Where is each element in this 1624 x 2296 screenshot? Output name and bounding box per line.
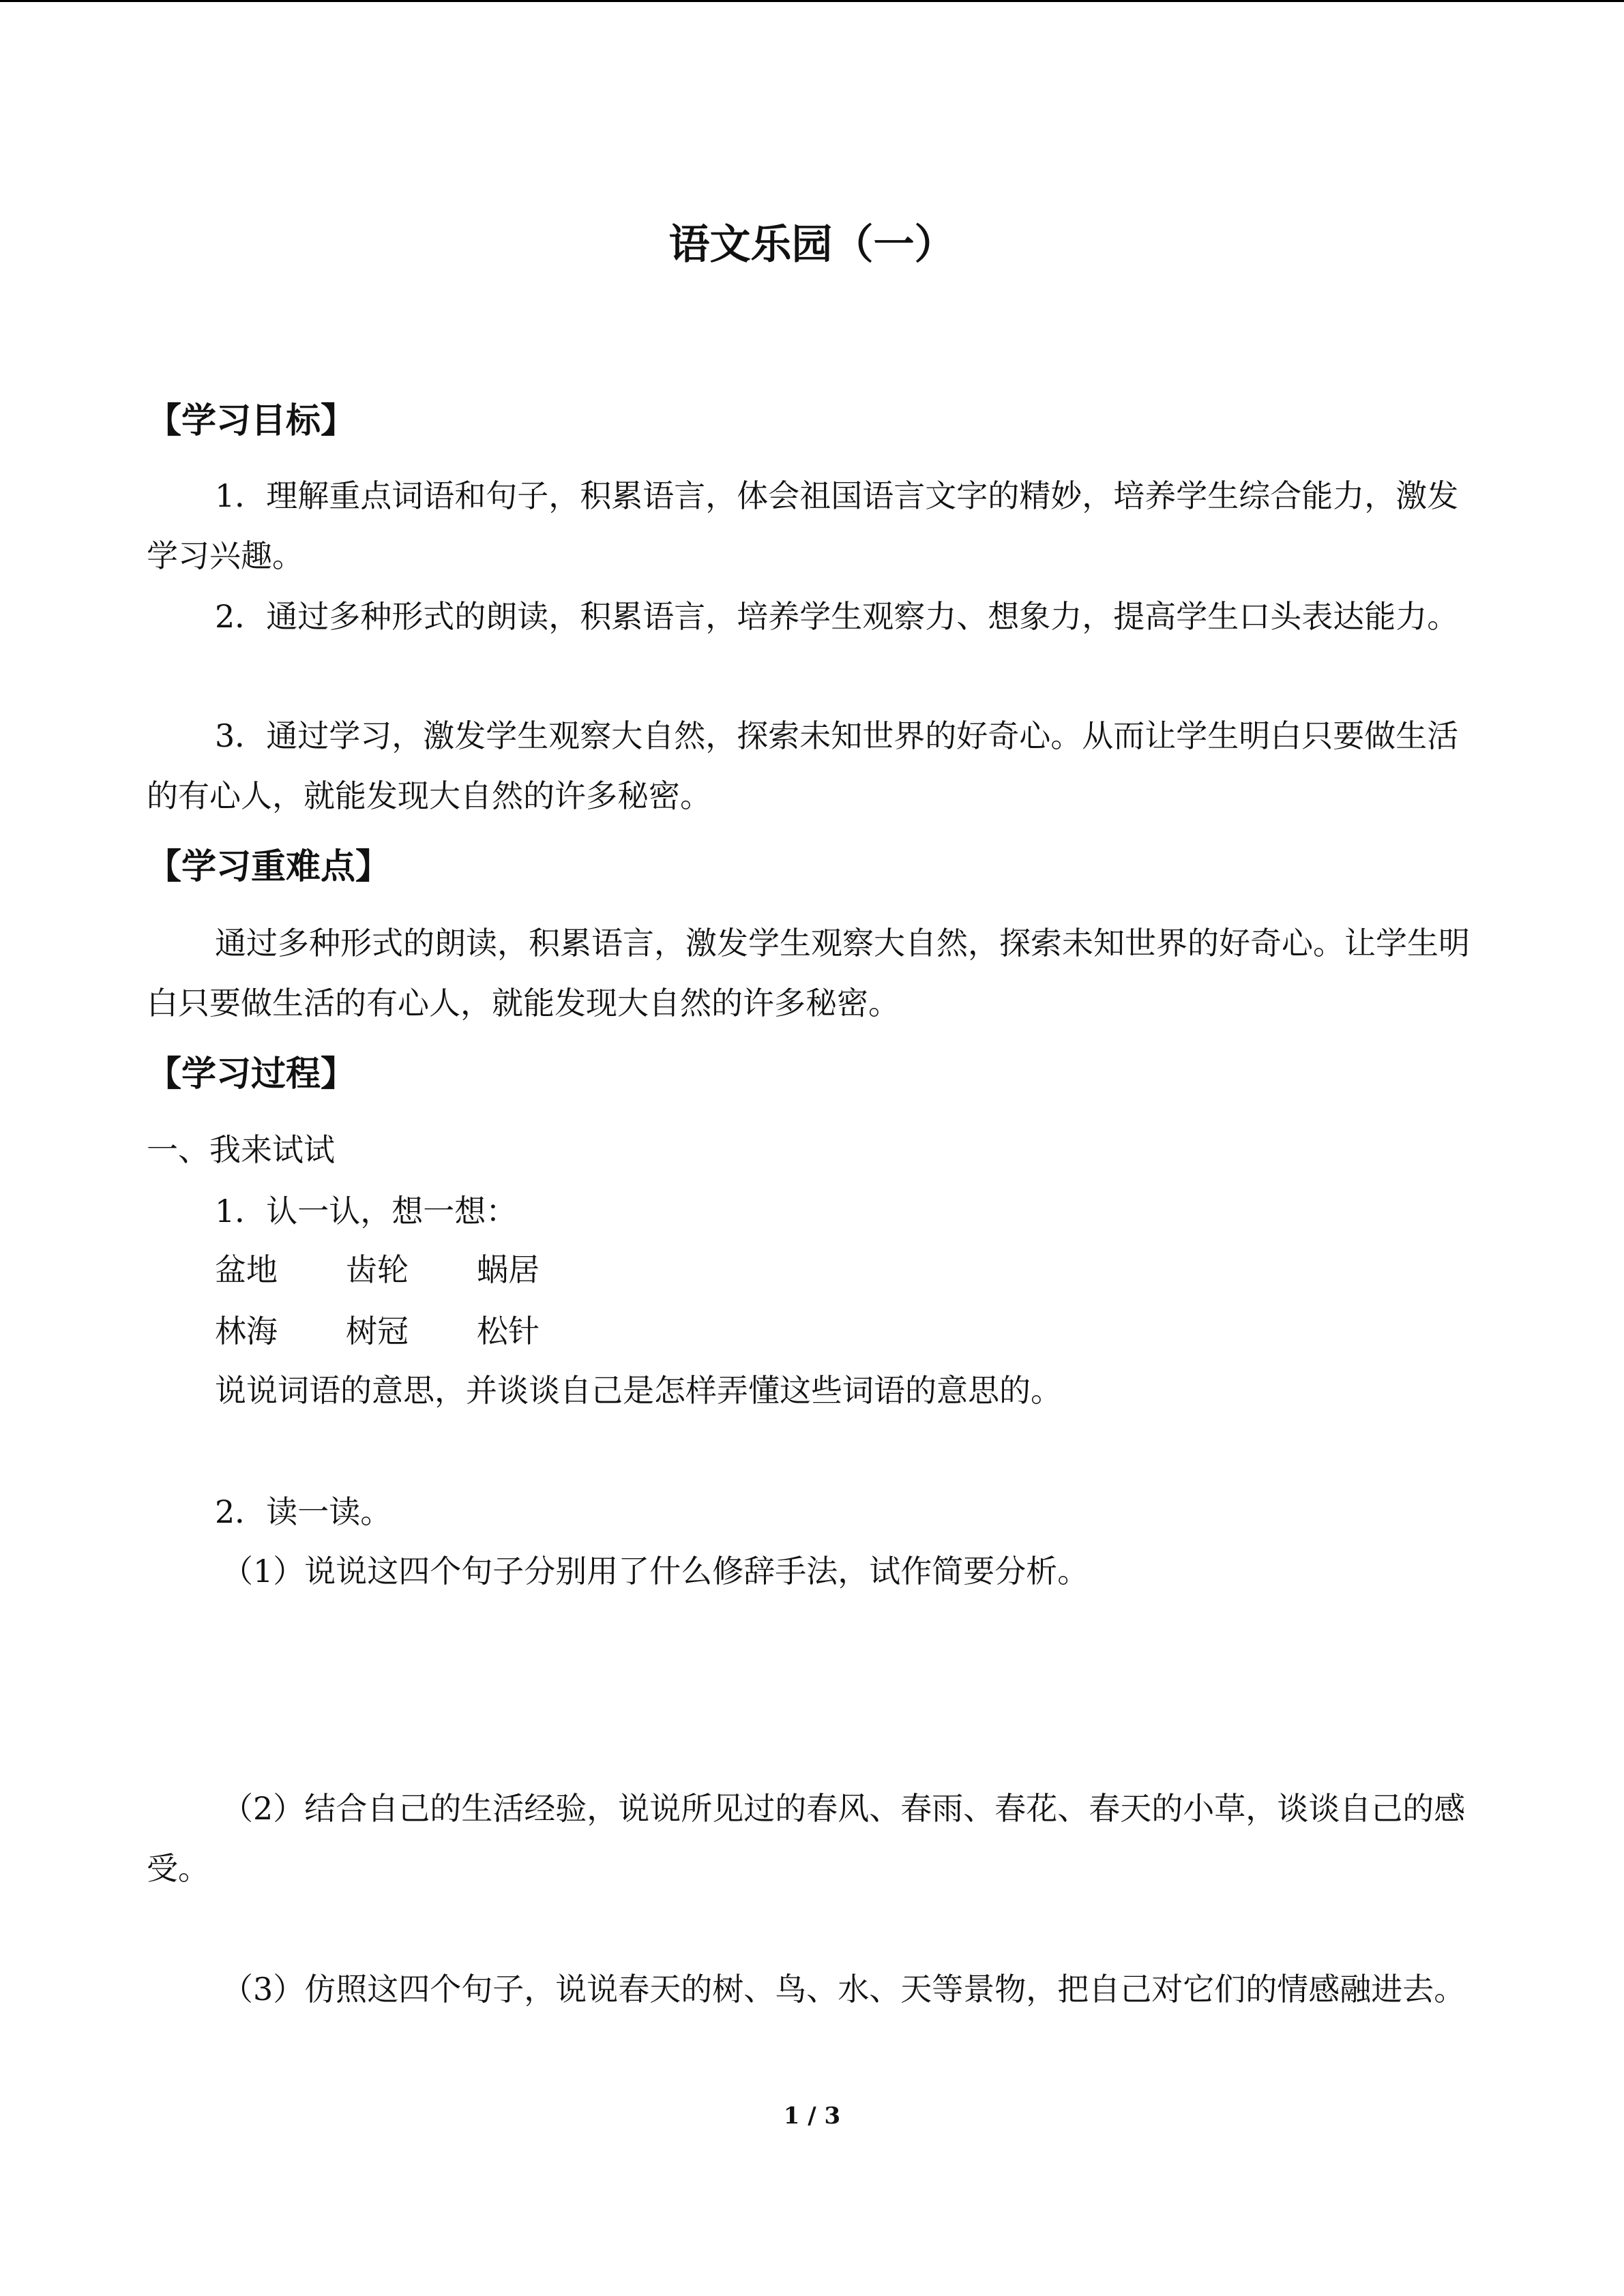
process-heading: 【学习过程】 [147, 1054, 356, 1094]
word-item: 林海 [215, 1313, 278, 1350]
key-points-heading: 【学习重难点】 [147, 847, 391, 887]
part1-title: 一、我来试试 [147, 1131, 335, 1168]
question-2: （2）结合自己的生活经验，说说所见过的春风、春雨、春花、春天的小草，谈谈自己的感受。 [147, 1790, 1466, 1887]
step1-label: 1．认一认，想一想： [215, 1193, 518, 1229]
word-item: 盆地 [215, 1251, 278, 1288]
key-points-text: 通过多种形式的朗读，积累语言，激发学生观察大自然，探索未知世界的好奇心。让学生明白只要做生活的有心人，就能发现大自然的许多秘密。 [147, 925, 1470, 1022]
goal-item-2: 2．通过多种形式的朗读，积累语言，培养学生观察力、想象力，提高学生口头表达能力。 [215, 598, 1459, 635]
word-item: 松针 [477, 1313, 540, 1350]
page-number: 1 / 3 [783, 2102, 841, 2130]
goal-item-3: 3．通过学习，激发学生观察大自然，探索未知世界的好奇心。从而让学生明白只要做生活的有心人，就能发现大自然的许多秘密。 [147, 717, 1459, 814]
word-item: 齿轮 [346, 1251, 409, 1288]
word-item: 树冠 [346, 1313, 409, 1350]
goals-heading: 【学习目标】 [147, 401, 356, 441]
word-row-1 [215, 1249, 608, 1291]
instruction-text: 说说词语的意思，并谈谈自己是怎样弄懂这些词语的意思的。 [215, 1372, 1062, 1409]
word-row-2 [215, 1310, 608, 1352]
question-1: （1）说说这四个句子分别用了什么修辞手法，试作简要分析。 [222, 1553, 1089, 1590]
question-3: （3）仿照这四个句子，说说春天的树、鸟、水、天等景物，把自己对它们的情感融进去。 [222, 1971, 1466, 2008]
goal-item-1: 1．理解重点词语和句子，积累语言，体会祖国语言文字的精妙，培养学生综合能力，激发学习兴趣。 [147, 477, 1459, 574]
page-title: 语文乐园（一） [668, 221, 956, 269]
word-item: 蜗居 [477, 1251, 540, 1288]
step2-label: 2．读一读。 [215, 1493, 392, 1530]
